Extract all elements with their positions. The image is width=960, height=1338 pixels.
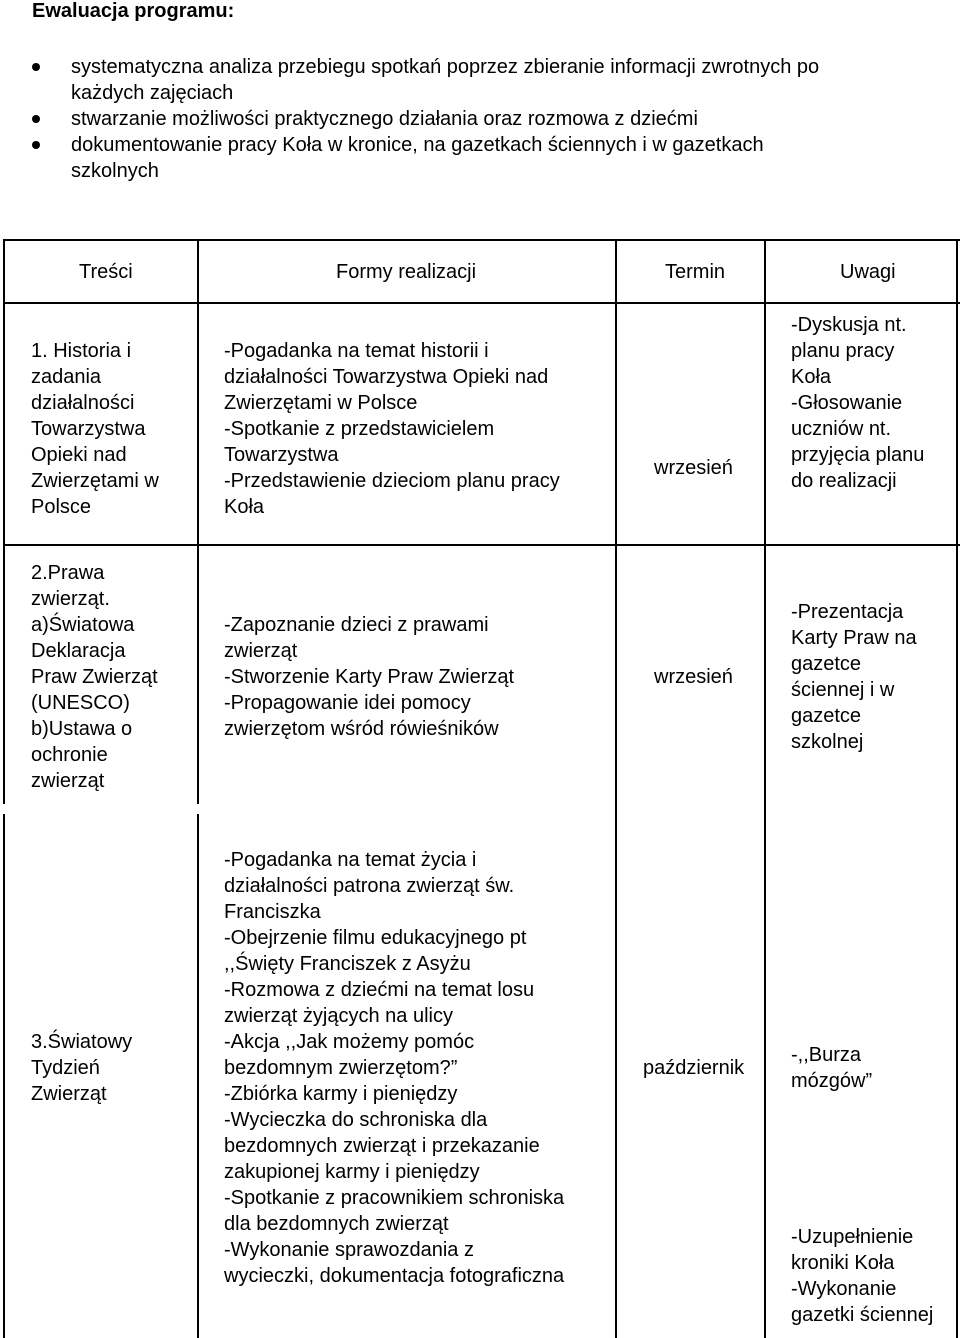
table-border-left [3,239,5,804]
table-col-divider-2 [615,239,617,1338]
table-col-divider-1 [197,239,199,804]
row3-notes-top: -,,Burza mózgów” [791,1044,873,1092]
table-border-right [956,239,958,1338]
header-forms: Formy realizacji [336,261,477,283]
header-term: Termin [665,261,726,283]
list-item-text: stwarzanie możliwości praktycznego działania oraz rozmowa z dziećmi [71,108,698,130]
row2-notes: -Prezentacja Karty Praw na gazetce ściennej i w gazetce szkolnej [791,601,917,753]
list-item-text: systematyczna analiza przebiegu spotkań poprzez zbieranie informacji zwrotnych po każdych zajęciach [71,56,820,104]
row2-term: wrzesień [654,666,733,688]
row2-content: 2.Prawa zwierząt. a)Światowa Deklaracja Praw Zwierząt (UNESCO) b)Ustawa o ochronie zwierząt [31,562,158,792]
table-border-header [3,302,960,304]
header-content: Treści [79,261,133,283]
row3-term: październik [643,1057,745,1079]
table-border-row1 [3,544,960,546]
row1-notes: -Dyskusja nt. planu pracy Koła -Głosowanie uczniów nt. przyjęcia planu do realizacji [791,314,925,492]
table-border-left-bottom [3,814,5,1338]
row1-term: wrzesień [654,457,733,479]
row1-content: 1. Historia i zadania działalności Towarzystwa Opieki nad Zwierzętami w Polsce [31,340,159,518]
table-border-top [3,239,960,241]
row2-forms: -Zapoznanie dzieci z prawami zwierząt -Stworzenie Karty Praw Zwierząt -Propagowanie idei pomocy zwierzętom wśród rówieśników [224,614,515,740]
table-col-divider-3 [764,239,766,1338]
row1-forms: -Pogadanka na temat historii i działalności Towarzystwa Opieki nad Zwierzętami w Polsce -Spotkanie z przedstawicielem Towarzystwa -Przedstawienie dzieciom planu pracy Koła [224,340,560,518]
evaluation-heading: Ewaluacja programu: [32,0,235,22]
row3-content: 3.Światowy Tydzień Zwierząt [31,1031,133,1105]
list-item-text: dokumentowanie pracy Koła w kronice, na gazetkach ściennych i w gazetkach szkolnych [71,134,764,182]
table-col-divider-1-bottom [197,814,199,1338]
row3-forms: -Pogadanka na temat życia i działalności patrona zwierząt św. Franciszka -Obejrzenie filmu edukacyjnego pt ,,Święty Franciszek z Asyżu -Rozmowa z dziećmi na temat losu zwierząt żyjących na ulicy -Akcja ,,Jak możemy pomóc bezdomnym zwierzętom?” -Zbiórka karmy i pieniędzy -Wycieczka do schroniska dla bezdomnych zwierząt i przekazanie zakupionej karmy i pieniędzy -Spotkanie z pracownikiem schroniska dla bezdomnych zwierząt -Wykonanie sprawozdania z wycieczki, dokumentacja fotograficzna [224,849,565,1287]
row3-notes-bottom: -Uzupełnienie kroniki Koła -Wykonanie gazetki ściennej [791,1226,934,1326]
header-notes: Uwagi [840,261,896,283]
